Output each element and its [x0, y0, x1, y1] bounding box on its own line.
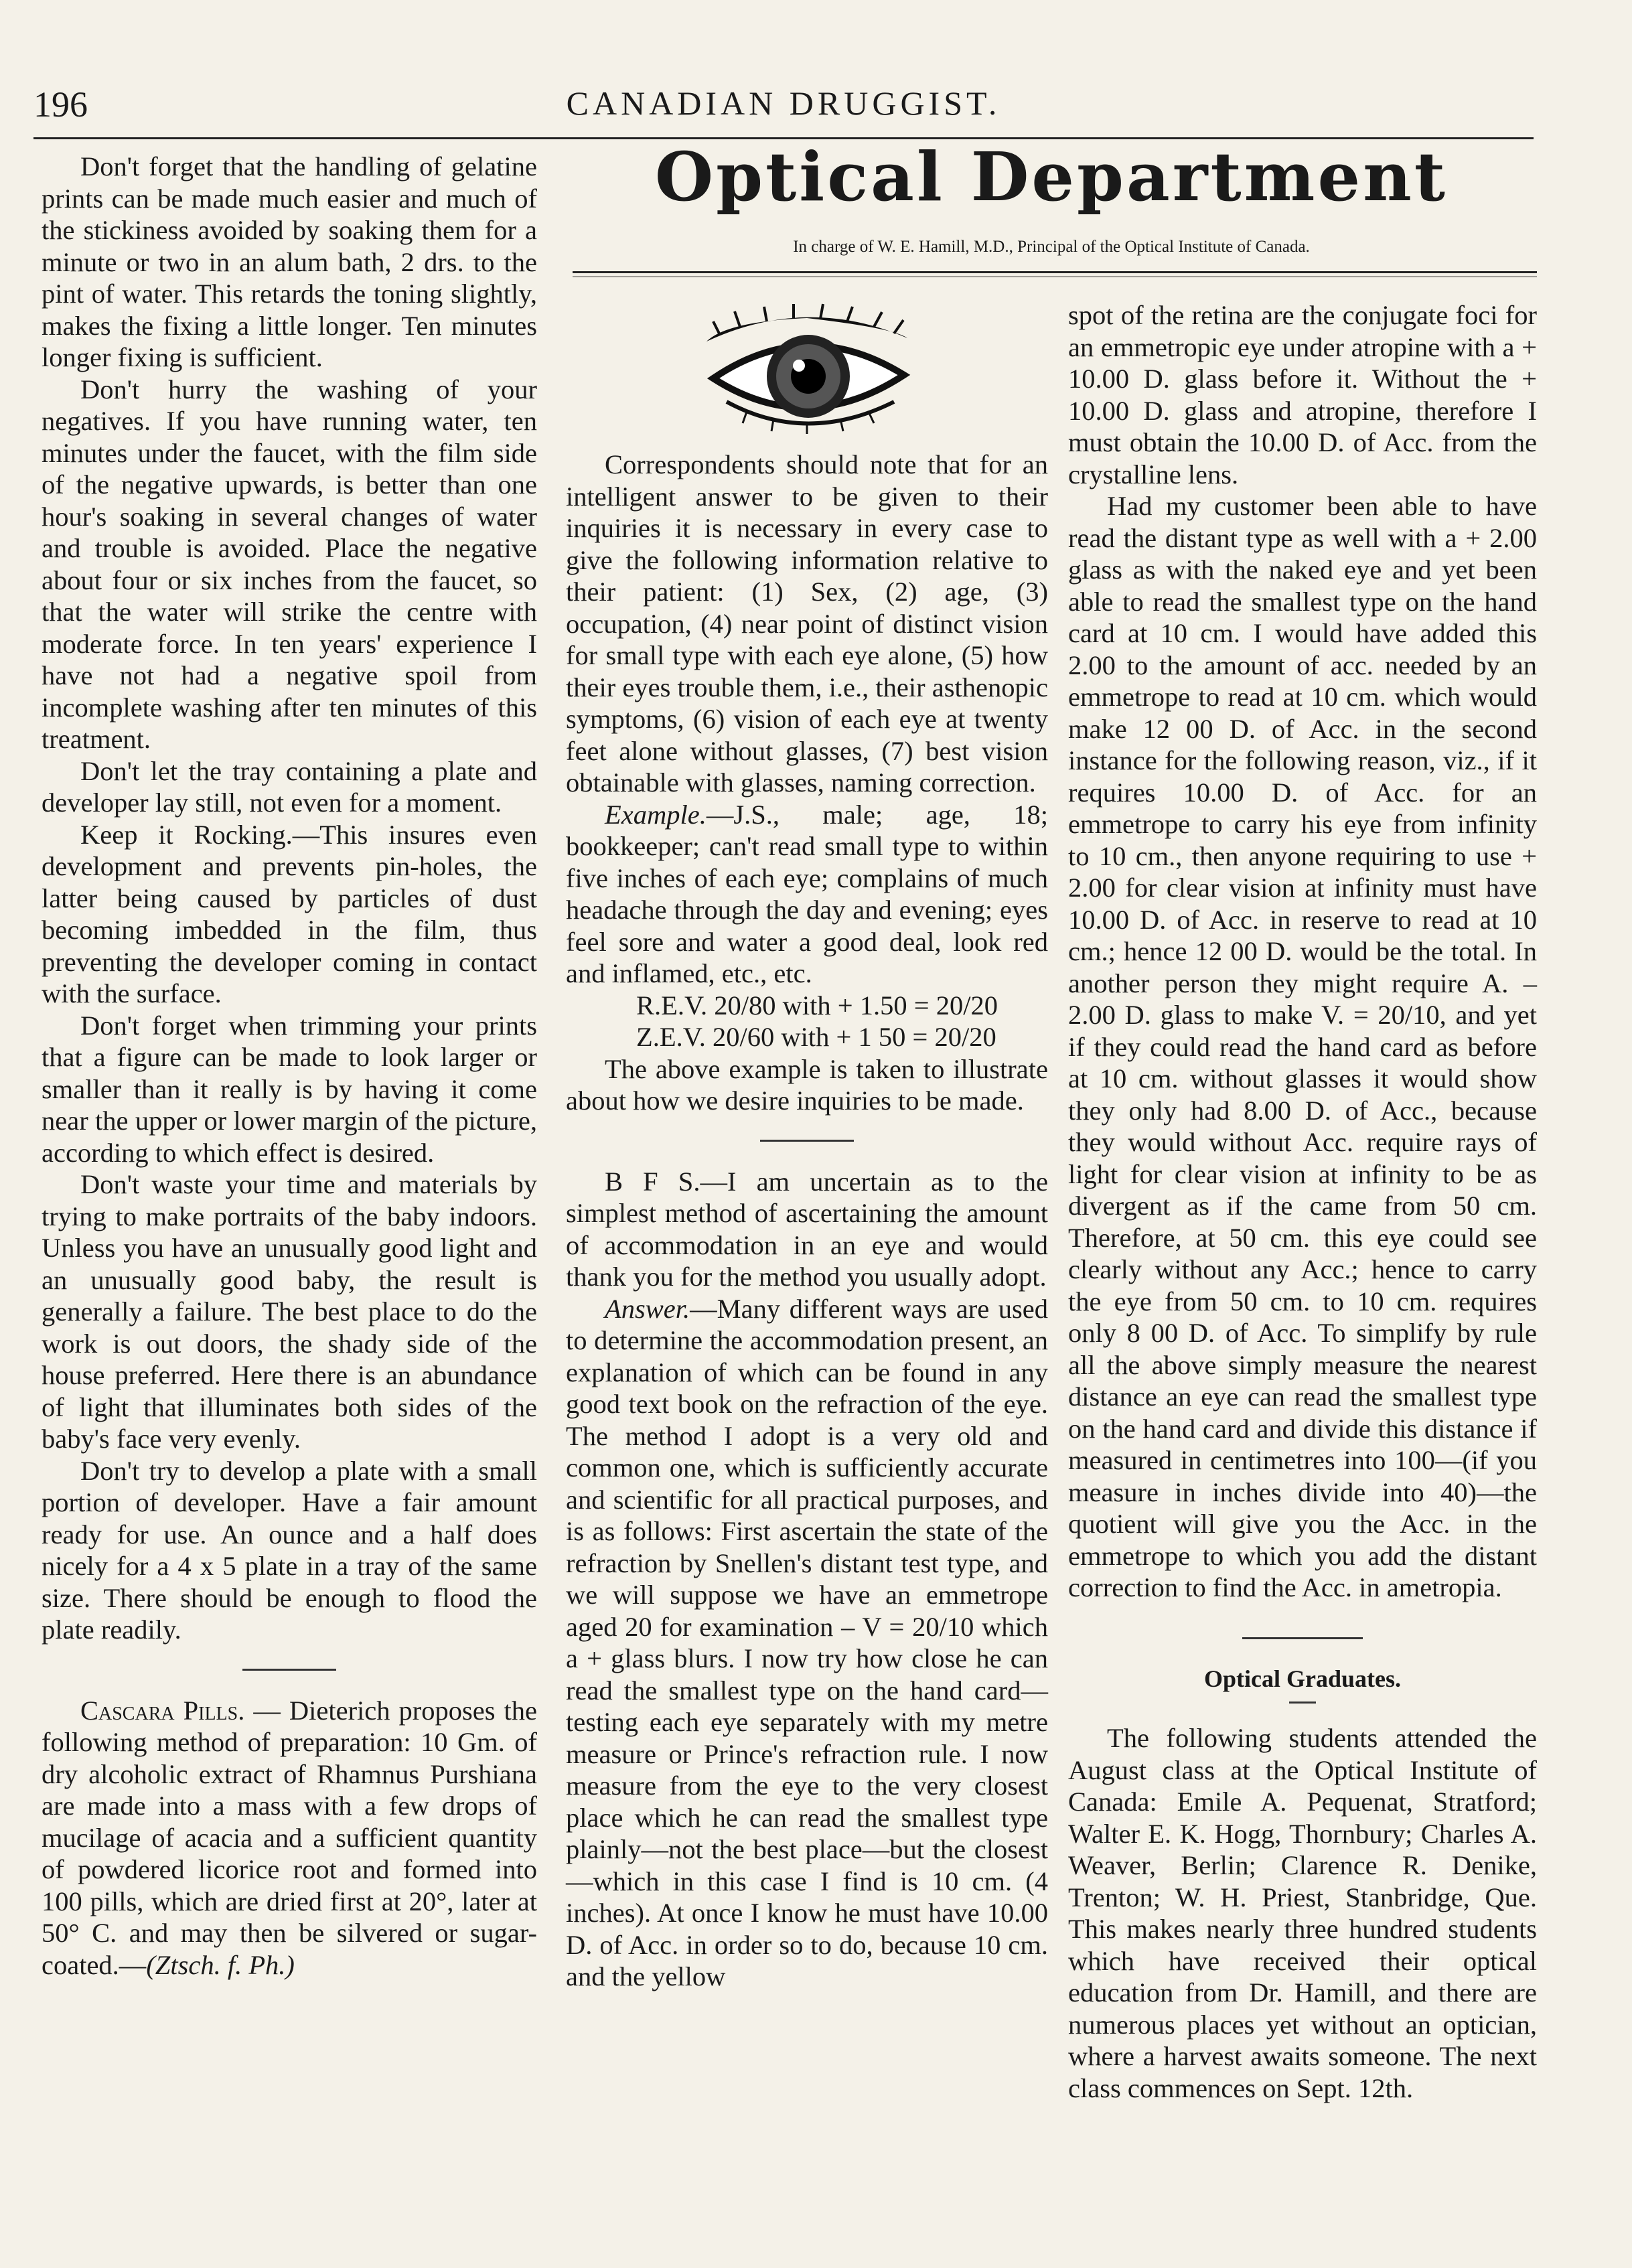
cascara-pills-paragraph — [42, 1695, 537, 1981]
paragraph: Keep it Rocking.—This insures even development and prevents pin-holes, the latter being caused by particles of dust becoming imbedded in the film, thus preventing the developer coming in contact with the surface. — [42, 819, 537, 1008]
example-body: —J.S., male; age, 18; bookkeeper; can't read small type to within five inches of each eye; complains of much headache through the day and evening; eyes feel sore and water a good deal, look red and inflamed, etc., etc. — [566, 799, 1048, 988]
running-title: CANADIAN DRUGGIST. — [566, 84, 1001, 122]
page-number: 196 — [33, 84, 88, 125]
paragraph: Correspondents should note that for an intelligent answer to be given to their inquiries it is necessary in every case to give the following information relative to their patient: (1) Sex, (2) age, (3) occupation, (4) near point of distinct vision for small type with each eye alone, (5) how their eyes trouble them, i.e., their asthenopic symptoms, (6) vision of each eye at twenty feet alone without glasses, (7) best vision obtainable with glasses, naming correction. — [566, 449, 1048, 798]
section-heading: Optical Graduates. — [1204, 1665, 1401, 1692]
answer-label: Answer. — [605, 1293, 690, 1324]
page-header — [33, 84, 1534, 137]
paragraph: Don't forget when trimming your prints that a figure can be made to look larger or smaller than it really is by having it come near the upper or lower margin of the picture, according to which effect is desired. — [42, 1010, 537, 1168]
paragraph: B F S.—I am uncertain as to the simplest method of ascertaining the amount of accommodation in an eye and would thank you for the method you usually adopt. — [566, 1166, 1048, 1292]
right-eye-vision: R.E.V. 20/80 with + 1.50 = 20/20 — [636, 990, 998, 1020]
answer-paragraph — [566, 1293, 1048, 1993]
paragraph: The following students attended the August class at the Optical Institute of Canada: Emile A. Pequenat, Stratford; Walter E. K. Hogg, Thornbury; Charles A. Weaver, Berlin; Clarence R. Denike, Trenton; W. H. Priest, Stanbridge, Que. This makes nearly three hundred students which have received their optical education from Dr. Hamill, and there are numerous places yet without an optician, where a harvest awaits someone. The next class commences on Sept. 12th. — [1068, 1723, 1537, 2103]
paragraph: The above example is taken to illustrate about how we desire inquiries to be made. — [566, 1053, 1048, 1116]
department-title: Optical Department — [655, 137, 1448, 216]
paragraph: spot of the retina are the conjugate foci for an emmetropic eye under atropine with a + 10.00 D. glass before it. Without the + 10.00 D. glass and atropine, therefore I must obtain the 10.00 D. of Acc. from the crystalline lens. — [1068, 300, 1537, 489]
department-subtitle: In charge of W. E. Hamill, M.D., Principal of the Optical Institute of Canada. — [793, 238, 1310, 256]
paragraph: Don't let the tray containing a plate and developer lay still, not even for a moment. — [42, 755, 537, 818]
eye-icon — [693, 301, 921, 435]
column-continuation — [1068, 299, 1537, 2104]
paragraph: Had my customer been able to have read the distant type as well with a + 2.00 glass as with the naked eye and yet been able to read the smallest type on the hand card at 10 cm. I would have added this 2.00 to the amount of acc. needed by an emmetrope to read at 10 cm. which would make 12 00 D. of Acc. in the second instance for the following reason, viz., if it requires 10.00 D. of Acc. for an emmetrope to carry his eye from infinity to 10 cm., then anyone requiring to use + 2.00 for clear vision at infinity must have 10.00 D. of Acc. in reserve to read at 10 cm.; hence 12 00 D. would be the total. In another person they might require A. – 2.00 D. glass to make V. = 20/10, and yet if they could read the hand card as before at 10 cm. without glasses it would show they only had 8.00 D. of Acc., because they would without Acc. require rays of light for clear vision at infinity to be as divergent as if the came from 50 cm. Therefore, at 50 cm. this eye could see clearly without any Acc.; hence to carry the eye from 50 cm. to 10 cm. requires only 8 00 D. of Acc. To simplify by rule all the above simply measure the nearest distance an eye can read the smallest type on the hand card and divide this distance if measured in centimetres into 100—(if you measure in inches divide into 40)—the quotient will give you the Acc. in the emmetrope to which you add the distant correction to find the Acc. in ametropia. — [1068, 491, 1537, 1602]
cascara-source: (Ztsch. f. Ph.) — [146, 1949, 295, 1980]
column-photography-tips — [42, 151, 537, 1981]
eye-illustration — [566, 288, 1048, 449]
paragraph: Don't hurry the washing of your negatives. If you have running water, ten minutes under the faucet, with the film side of the negative upwards, is better than one hour's soaking in several changes of water and trouble is avoided. Place the negative about four or six inches from the faucet, so that the water will strike the centre with moderate force. In ten years' experience I have not had a negative spoil from incomplete washing after ten minutes of this treatment. — [42, 374, 537, 754]
cascara-heading: Cascara Pills. — [80, 1695, 245, 1726]
section-divider — [1242, 1637, 1363, 1639]
example-label: Example. — [605, 799, 707, 830]
section-divider — [242, 1669, 336, 1671]
paragraph: Don't forget that the handling of gelatine prints can be made much easier and much of the stickiness avoided by soaking them for a minute or two in an alum bath, 2 drs. to the pint of water. This retards the toning slightly, makes the fixing a little longer. Ten minutes longer fixing is sufficient. — [42, 151, 537, 372]
department-rule — [573, 271, 1537, 273]
paragraph: Don't waste your time and materials by trying to make portraits of the baby indoors. Unless you have an unusually good light and an unusually good baby, the result is generally a failure. The best place to do the work is out doors, the shady side of the house preferred. Here there is an abundance of light that illuminates both sides of the baby's face very evenly. — [42, 1169, 537, 1454]
paragraph: Don't try to develop a plate with a small portion of developer. Have a fair amount ready for use. An ounce and a half does nicely for a 4 x 5 plate in a tray of the same size. There should be enough to flood the plate readily. — [42, 1455, 537, 1645]
left-eye-vision: Z.E.V. 20/60 with + 1 50 = 20/20 — [636, 1022, 996, 1052]
answer-body: —Many different ways are used to determine the accommodation present, an explanation of which can be found in any good text book on the refraction of the eye. The method I adopt is a very old and common one, which is sufficiently accurate and scientific for all practical purposes, and is as follows: First ascertain the state of the refraction by Snellen's distant test type, and we will suppose we have an emmetrope aged 20 for examination – V = 20/10 which a + glass blurs. I now try how close he can read the smallest type on the hand card—testing each eye separately with my metre measure or Prince's refraction rule. I now measure from the eye to the very closest place which he can read the smallest type plainly—not the best place—but the closest—which in this case I find is 10 cm. (4 inches). At once I know he must have 10.00 D. of Acc. in order so to do, because 10 cm. and the yellow — [566, 1293, 1048, 1991]
cascara-body: — Dieterich proposes the following method of preparation: 10 Gm. of dry alcoholic extract of Rhamnus Purshiana are made into a mass with a few drops of mucilage of acacia and a sufficient quantity of powdered licorice root and formed into 100 pills, which are dried first at 20°, later at 50° C. and may then be silvered or sugar-coated.— — [42, 1695, 537, 1980]
section-divider — [1289, 1702, 1316, 1704]
column-correspondence — [566, 288, 1048, 1993]
section-divider — [760, 1140, 854, 1142]
example-paragraph — [566, 799, 1048, 990]
